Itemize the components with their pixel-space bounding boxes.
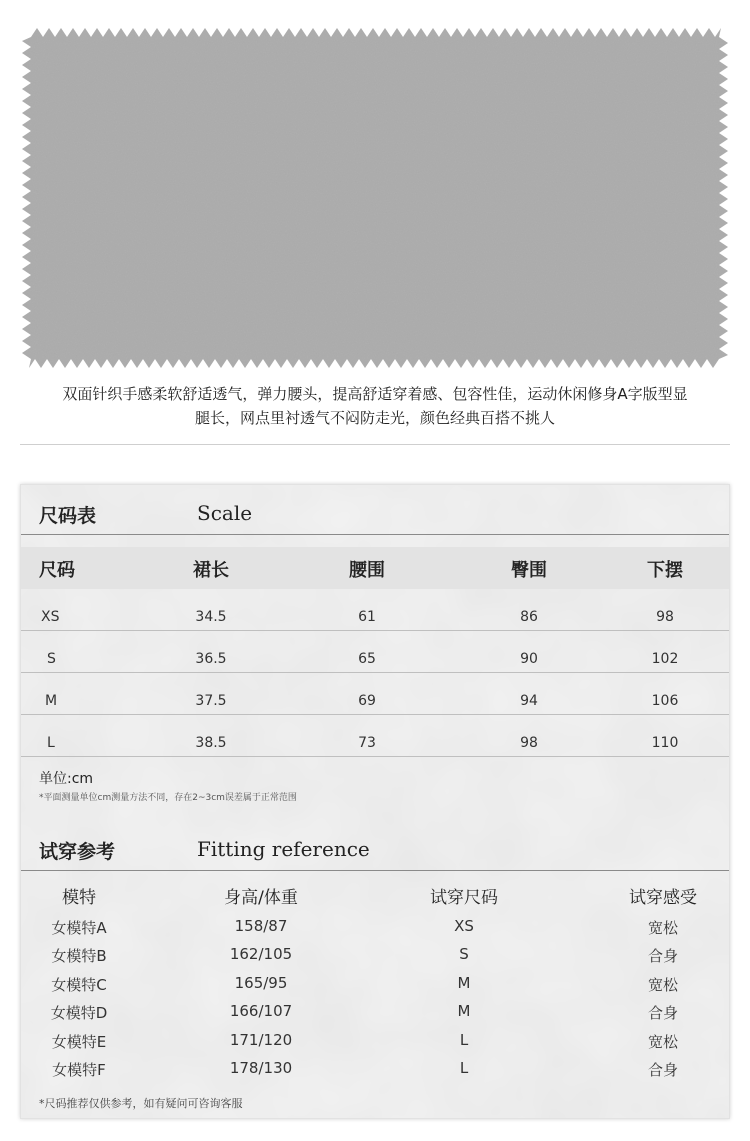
cell-waist: 69 bbox=[358, 693, 376, 709]
fitting-title-zh: 试穿参考 bbox=[39, 841, 116, 863]
cell-tried-size: M bbox=[457, 974, 471, 992]
cell-fit-feel: 合身 bbox=[647, 947, 679, 965]
cell-hem: 98 bbox=[656, 609, 674, 625]
cell-length: 37.5 bbox=[195, 693, 227, 709]
cell-hip: 90 bbox=[520, 651, 538, 667]
fitting-title-en: Fitting reference bbox=[197, 837, 370, 861]
cell-tried-size: S bbox=[459, 945, 469, 963]
table-row bbox=[21, 715, 730, 757]
cell-model: 女模特A bbox=[51, 919, 107, 937]
cell-model: 女模特C bbox=[51, 976, 107, 994]
cell-length: 36.5 bbox=[195, 651, 227, 667]
cell-height-weight: 158/87 bbox=[234, 917, 288, 935]
header-waist: 腰围 bbox=[349, 560, 385, 581]
cell-length: 34.5 bbox=[195, 609, 227, 625]
cell-tried-size: M bbox=[457, 1002, 471, 1020]
cell-hip: 86 bbox=[520, 609, 538, 625]
cell-waist: 73 bbox=[358, 735, 376, 751]
cell-height-weight: 171/120 bbox=[229, 1031, 293, 1049]
description-line-1: 双面针织手感柔软舒适透气，弹力腰头，提高舒适穿着感、包容性佳，运动休闲修身A字版型显 bbox=[62, 385, 688, 403]
header-size: 尺码 bbox=[39, 560, 75, 581]
cell-height-weight: 178/130 bbox=[229, 1059, 293, 1077]
cell-waist: 61 bbox=[358, 609, 376, 625]
table-row bbox=[21, 589, 730, 631]
cell-waist: 65 bbox=[358, 651, 376, 667]
cell-hem: 102 bbox=[651, 651, 679, 667]
recommendation-note: *尺码推荐仅供参考，如有疑问可咨询客服 bbox=[39, 1097, 243, 1110]
product-description bbox=[20, 382, 730, 430]
size-chart-title-en: Scale bbox=[197, 501, 253, 525]
cell-length: 38.5 bbox=[195, 735, 227, 751]
cell-hem: 106 bbox=[651, 693, 679, 709]
cell-model: 女模特B bbox=[51, 947, 107, 965]
cell-model: 女模特E bbox=[51, 1033, 107, 1051]
cell-model: 女模特D bbox=[50, 1004, 108, 1022]
cell-size: XS bbox=[41, 609, 60, 625]
header-tried-size: 试穿尺码 bbox=[430, 888, 498, 908]
fitting-title bbox=[21, 829, 730, 871]
header-height-weight: 身高/体重 bbox=[224, 888, 298, 908]
cell-hip: 98 bbox=[520, 735, 538, 751]
cell-fit-feel: 合身 bbox=[647, 1004, 679, 1022]
cell-height-weight: 166/107 bbox=[229, 1002, 293, 1020]
header-fit-feel: 试穿感受 bbox=[629, 888, 697, 908]
cell-size: S bbox=[47, 651, 56, 667]
size-card bbox=[20, 484, 730, 1119]
fabric-swatch bbox=[22, 28, 728, 368]
cell-model: 女模特F bbox=[52, 1061, 106, 1079]
cell-fit-feel: 宽松 bbox=[647, 919, 679, 937]
size-table-header bbox=[21, 547, 730, 589]
cell-hip: 94 bbox=[520, 693, 538, 709]
table-row bbox=[21, 631, 730, 673]
cell-tried-size: XS bbox=[454, 917, 474, 935]
size-chart-title bbox=[21, 493, 730, 535]
cell-hem: 110 bbox=[651, 735, 679, 751]
cell-tried-size: L bbox=[459, 1031, 469, 1049]
table-row bbox=[21, 673, 730, 715]
cell-size: M bbox=[45, 693, 58, 709]
cell-height-weight: 165/95 bbox=[234, 974, 288, 992]
description-line-2: 腿长，网点里衬透气不闷防走光，颜色经典百搭不挑人 bbox=[194, 409, 555, 427]
unit-label: 单位:cm bbox=[39, 771, 94, 787]
cell-fit-feel: 宽松 bbox=[647, 976, 679, 994]
fabric-swatch-image bbox=[22, 28, 728, 368]
size-chart-title-zh: 尺码表 bbox=[39, 505, 97, 527]
cell-fit-feel: 宽松 bbox=[647, 1033, 679, 1051]
cell-tried-size: L bbox=[459, 1059, 469, 1077]
cell-size: L bbox=[47, 735, 55, 751]
cell-fit-feel: 合身 bbox=[647, 1061, 679, 1079]
header-hip: 臀围 bbox=[511, 560, 547, 581]
cell-height-weight: 162/105 bbox=[229, 945, 293, 963]
header-model: 模特 bbox=[62, 888, 96, 908]
header-length: 裙长 bbox=[193, 560, 229, 581]
header-hem: 下摆 bbox=[647, 560, 683, 581]
measurement-note: *平面测量单位cm测量方法不同，存在2~3cm误差属于正常范围 bbox=[39, 793, 297, 803]
divider bbox=[20, 444, 730, 445]
